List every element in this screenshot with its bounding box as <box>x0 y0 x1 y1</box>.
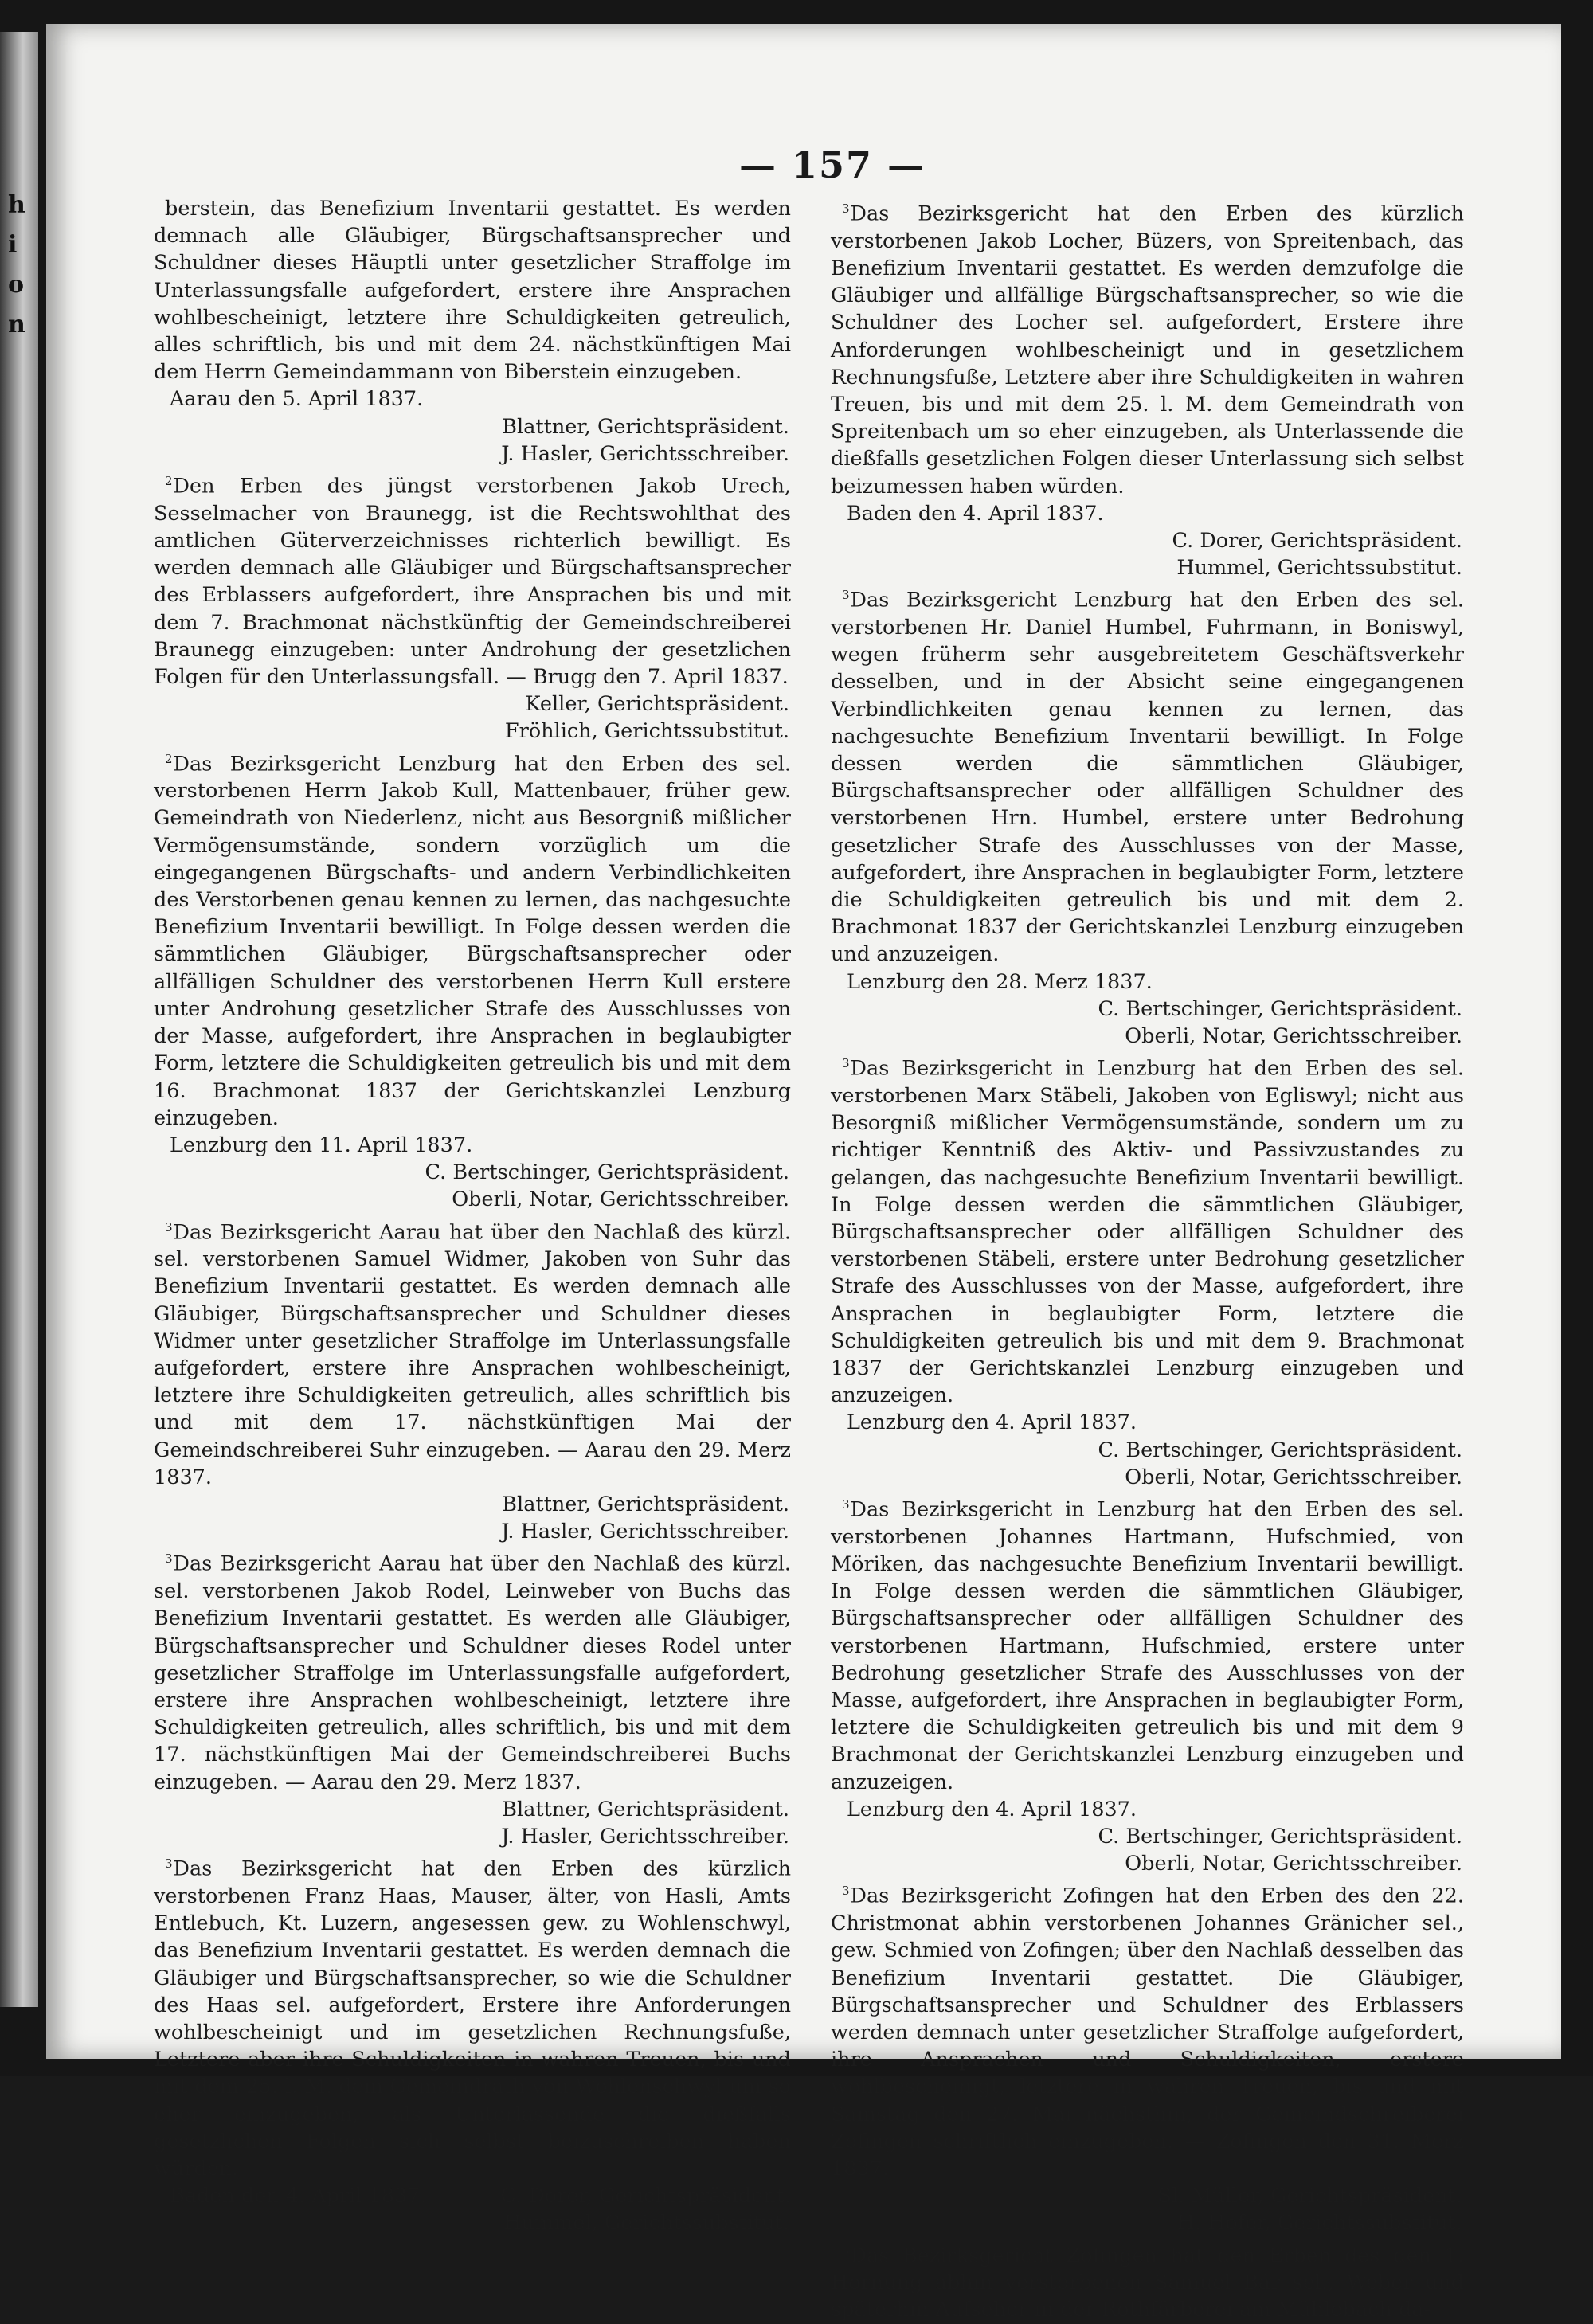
notice-marker: 3 <box>842 1056 850 1071</box>
notice-marker: 3 <box>165 1551 173 1567</box>
notice-body <box>831 195 1464 500</box>
notice-body <box>831 2237 1464 2324</box>
notice-signature: Hummel, Gerichtssubstitut. <box>503 2211 789 2236</box>
notice-signature: Keller, Gerichtspräsident. <box>525 692 789 717</box>
notice-signature: Sl. Müller, Gerichtspräsident. <box>1157 2184 1462 2209</box>
edge-fragment: h <box>8 191 25 219</box>
notice-signature: C. Bertschinger, Gerichtspräsident. <box>1098 1438 1462 1462</box>
notice-marker: 2 <box>165 474 173 489</box>
page-number: — 157 — <box>739 143 926 186</box>
notice-marker: 3 <box>165 1219 173 1234</box>
notice-marker: 3 <box>842 2243 850 2258</box>
legal-notice <box>154 1850 791 2236</box>
notice-dateline: Lenzburg den 4. April 1837. <box>847 1410 1137 1435</box>
notice-signature: J. Hasler, Gerichtsschreiber. <box>501 1824 789 1849</box>
notice-marker: 3 <box>842 1497 850 1512</box>
notice-text: Das Bezirksgericht in Lenzburg hat den Erben des sel. verstorbenen Marx Stäbeli, Jakoben von Egliswyl; nicht aus Besorgniß mißlicher Vermögensumstände, sondern um zu richtiger Kenntniß des Aktiv- und Passivzustandes zu gelangen, das nachgesuchte Benefizium Inventarii bewilligt. In Folge dessen werden die sämmtlichen Gläubiger, Bürgschaftsansprecher oder allfälligen Schuldner des verstorbenen Stäbeli, erstere unter Bedrohung gesetzlicher Strafe des Ausschlusses von der Masse, aufgefordert, ihre Ansprachen in beglaubigter Form, letztere die Schuldigkeiten getreulich bis und mit dem 9. Brachmonat 1837 der Gerichtskanzlei Lenzburg einzugeben und anzuzeigen. <box>831 1056 1464 1408</box>
notice-body <box>831 1050 1464 1409</box>
notice-body <box>154 1850 791 2182</box>
legal-notice <box>154 745 791 1214</box>
notice-signature: Blattner, Gerichtspräsident. <box>502 414 789 439</box>
notice-signature: J. Hasler, Gerichtsschreiber. <box>501 1520 789 1544</box>
legal-notice <box>831 2237 1464 2324</box>
notice-signature: C. Dorer, Gerichtspräsident. <box>500 2184 791 2209</box>
notice-text: berstein, das Benefizium Inventarii gestattet. Es werden demnach alle Gläubiger, Bürgschaftsansprecher und Schuldner dieses Häuptli unter gesetzlicher Straffolge im Unterlassungsfalle aufgefordert, erstere ihre Ansprachen wohlbescheinigt, letztere ihre Schuldigkeiten getreulich, alles schriftlich, bis und mit dem 24. nächstkünftigen Mai dem Herrn Gemeindammann von Biberstein einzugeben. <box>154 197 791 385</box>
notice-signature: H. Hofer, Gerichtssubstitut. <box>1176 2211 1462 2236</box>
legal-notice <box>154 1545 791 1850</box>
notice-marker: 2 <box>165 751 173 766</box>
notice-dateline: Aarau den 5. April 1837. <box>170 387 424 412</box>
notice-body <box>154 745 791 1132</box>
notice-text: Das Bezirksgericht hat den Erben des kürzlich verstorbenen Jakob Locher, Büzers, von Spreitenbach, das Benefizium Inventarii gestattet. Es werden demzufolge die Gläubiger und allfällige Bürgschaftsansprecher, so wie die Schuldner des Locher sel. aufgefordert, Erstere ihre Anforderungen wohlbescheinigt und in gesetzlichem Rechnungsfuße, Letztere aber ihre Schuldigkeiten in wahren Treuen, bis und mit dem 25. l. M. dem Gemeindrath von Spreitenbach um so eher einzugeben, als Unterlassende die dießfalls gesetzlichen Folgen dieser Unterlassung sich selbst beizumessen haben würden. <box>831 201 1464 499</box>
legal-notice <box>154 468 791 745</box>
notice-signature: Oberli, Notar, Gerichtsschreiber. <box>1125 1024 1462 1049</box>
notice-text: Das Bezirksgericht hat den Erben des kürzlich verstorbenen Franz Haas, Mauser, älter, von Hasli, Amts Entlebuch, Kt. Luzern, angesessen gew. zu Wohlenschwyl, das Benefizium Inventarii gestattet. Es werden demnach die Gläubiger und Bürgschaftsansprecher, so wie die Schuldner des Haas sel. aufgefordert, Erstere ihre Anforderungen wohlbescheinigt und im gesetzlichen Rechnungsfuße, Letztere aber ihre Schuldigkeiten in wahren Treuen, bis und mit dem 25. l. M. dem Gemeindrath von Wohlenschwyl um so eher einzugeben, als Unterlassende die dießfalls gesetzlichen Folgen sich selbst beizuschreiben haben würden. <box>154 1856 791 2181</box>
notice-text: Den Erben des jüngst verstorbenen Jakob Urech, Sesselmacher von Braunegg, ist die Rechtswohlthat des amtlichen Güterverzeichnisses richterlich bewilligt. Es werden demnach alle Gläubiger und Bürgschaftsansprecher des Erblassers aufgefordert, ihre Ansprachen bis und mit dem 7. Brachmonat nächstkünftig der Gemeindschreiberei Braunegg einzugeben: unter Androhung der gesetzlichen Folgen für den Unterlassungsfall. — Brugg den 7. April 1837. <box>154 474 791 689</box>
legal-notice <box>154 1214 791 1546</box>
notice-marker: 3 <box>842 201 850 216</box>
notice-signature: Oberli, Notar, Gerichtsschreiber. <box>1125 1465 1462 1489</box>
notice-body <box>154 195 791 385</box>
legal-notice <box>831 581 1464 1050</box>
notice-dateline: Lenzburg den 4. April 1837. <box>847 1797 1137 1821</box>
legal-notice <box>831 1050 1464 1491</box>
notice-text: Das Bezirksgericht Lenzburg hat den Erben des sel. verstorbenen Hr. Daniel Humbel, Fuhrmann, in Boniswyl, wegen früherm sehr ausgebreitetem Geschäftsverkehr desselben, und in der Absicht seine eingegangenen Verbindlichkeiten genau kennen zu lernen, das nachgesuchte Benefizium Inventarii bewilligt. In Folge dessen werden die sämmtlichen Gläubiger, Bürgschaftsansprecher oder allfälligen Schuldner des verstorbenen Hrn. Humbel, erstere unter Bedrohung gesetzlicher Strafe des Ausschlusses von der Masse, aufgefordert, ihre Ansprachen in beglaubigter Form, letztere die Schuldigkeiten getreulich bis und mit dem 2. Brachmonat 1837 der Gerichtskanzlei Lenzburg einzugeben und anzuzeigen. <box>831 588 1464 967</box>
legal-notice <box>831 195 1464 581</box>
notice-signature: J. Hasler, Gerichtsschreiber. <box>501 441 789 466</box>
notice-text: Das Bezirksgericht in Lenzburg hat den Erben des sel. verstorbenen Johannes Hartmann, Hufschmied, von Möriken, das nachgesuchte Benefizium Inventarii bewilligt. In Folge dessen werden die sämmtlichen Gläubiger, Bürgschaftsansprecher oder allfälligen Schuldner des verstorbenen Hartmann, Hufschmied, erstere unter Bedrohung gesetzlicher Strafe des Ausschlusses von der Masse, aufgefordert, ihre Ansprachen in beglaubigter Form, letztere die Schuldigkeiten getreulich bis und mit dem 9 Brachmonat der Gerichtskanzlei Lenzburg einzugeben und anzuzeigen. <box>831 1497 1464 1794</box>
notice-marker: 3 <box>842 1884 850 1899</box>
notice-signature: C. Bertschinger, Gerichtspräsident. <box>425 1160 789 1185</box>
notice-signature: C. Bertschinger, Gerichtspräsident. <box>1098 996 1462 1021</box>
legal-notice <box>831 1877 1464 2236</box>
notice-text: Das Bezirksgericht Zofingen hat den Erben des den 1. Hornung abhin verstorbenen Samuel Bär sel., Weber und späterhin Aufseher in der Rothfärberei am Mühlebach da- <box>831 2244 1464 2322</box>
notice-signature: Blattner, Gerichtspräsident. <box>502 1493 789 1517</box>
legal-notice <box>831 1491 1464 1877</box>
right-column <box>831 195 1464 2324</box>
notice-dateline: Baden den 4. April 1837. <box>170 2184 427 2209</box>
notice-body <box>831 1491 1464 1796</box>
notice-signature: C. Bertschinger, Gerichtspräsident. <box>1098 1824 1462 1849</box>
newspaper-page <box>46 24 1561 2322</box>
notice-text: Das Bezirksgericht Aarau hat über den Nachlaß des kürzl. sel. verstorbenen Samuel Widmer, Jakoben von Suhr das Benefizium Inventarii gestattet. Es werden demnach alle Gläubiger, Bürgschaftsansprecher und Schuldner dieses Widmer unter gesetzlicher Straffolge im Unterlassungsfalle aufgefordert, erstere ihre Ansprachen wohlbescheinigt, letztere ihre Schuldigkeiten getreulich, alles schriftlich bis und mit dem 17. nächstkünftigen Mai der Gemeindschreiberei Suhr einzugeben. — Aarau den 29. Merz 1837. <box>154 1220 791 1489</box>
notice-dateline: Lenzburg den 11. April 1837. <box>170 1133 473 1157</box>
notice-body <box>831 581 1464 968</box>
notice-signature: Oberli, Notar, Gerichtsschreiber. <box>1125 1852 1462 1876</box>
edge-fragment: n <box>8 311 25 338</box>
notice-text: Das Bezirksgericht Zofingen hat den Erben des den 22. Christmonat abhin verstorbenen Johannes Gränicher sel., gew. Schmied von Zofingen; über den Nachlaß desselben das Benefizium Inventarii gestattet. Die Gläubiger, Bürgschaftsansprecher und Schuldner des Erblassers werden demnach unter gesetzlicher Straffolge aufgefordert, ihre Ansprachen und Schuldigkeiten, erstere wohlbescheinigt, letztere in wahren Treuen, bis und mit Samstag den 27. Mai nächsthin, der Gemeindschreiberei Zofingen schriftlich einzugeben. — Zofingen den 31. Merz 1837. <box>831 1884 1464 2181</box>
notice-text: Das Bezirksgericht Aarau hat über den Nachlaß des kürzl. sel. verstorbenen Jakob Rodel, Leinweber von Buchs das Benefizium Inventarii gestattet. Es werden alle Gläubiger, Bürgschaftsansprecher und Schuldner dieses Rodel unter gesetzlicher Straffolge im Unterlassungsfalle aufgefordert, erstere ihre Ansprachen wohlbescheinigt, letztere ihre Schuldigkeiten getreulich, alles schriftlich, bis und mit dem 17. nächstkünftigen Mai der Gemeindschreiberei Buchs einzugeben. — Aarau den 29. Merz 1837. <box>154 1551 791 1794</box>
notice-body <box>831 1877 1464 2182</box>
dateline-signature-row <box>170 2182 791 2209</box>
notice-body <box>154 1545 791 1795</box>
notice-body <box>154 468 791 691</box>
notice-signature: C. Dorer, Gerichtspräsident. <box>1172 528 1462 553</box>
notice-body <box>154 1214 791 1492</box>
edge-fragment: o <box>8 271 25 299</box>
notice-text: Das Bezirksgericht Lenzburg hat den Erben des sel. verstorbenen Herrn Jakob Kull, Mattenbauer, früher gew. Gemeindrath von Niederlenz, nicht aus Besorgniß mißlicher Vermögensumstände, sondern vorzüglich um die eingegangenen Bürgschafts- und andern Verbindlichkeiten des Verstorbenen genau kennen zu lernen, das nachgesuchte Benefizium Inventarii bewilligt. In Folge dessen werden die sämmtlichen Gläubiger, Bürgschaftsansprecher oder allfälligen Schuldner des verstorbenen Herrn Kull erstere unter Androhung gesetzlicher Strafe des Ausschlusses von der Masse, aufgefordert, ihre Ansprachen in beglaubigter Form, letztere die Schuldigkeiten getreulich bis und mit dem 16. Brachmonat 1837 der Gerichtskanzlei Lenzburg einzugeben. <box>154 752 791 1130</box>
legal-notice <box>154 195 791 468</box>
notice-signature: Hummel, Gerichtssubstitut. <box>1176 556 1462 581</box>
notice-marker: 3 <box>165 1856 173 1872</box>
adjacent-page-edge <box>0 32 38 2007</box>
left-column <box>154 195 791 2237</box>
notice-marker: 3 <box>842 588 850 603</box>
notice-dateline: Baden den 4. April 1837. <box>847 501 1104 526</box>
notice-signature: Blattner, Gerichtspräsident. <box>502 1797 789 1821</box>
edge-fragment: i <box>8 231 18 259</box>
notice-signature: Oberli, Notar, Gerichtsschreiber. <box>452 1187 789 1212</box>
notice-signature: Fröhlich, Gerichtssubstitut. <box>504 719 789 744</box>
notice-dateline: Lenzburg den 28. Merz 1837. <box>847 969 1153 994</box>
